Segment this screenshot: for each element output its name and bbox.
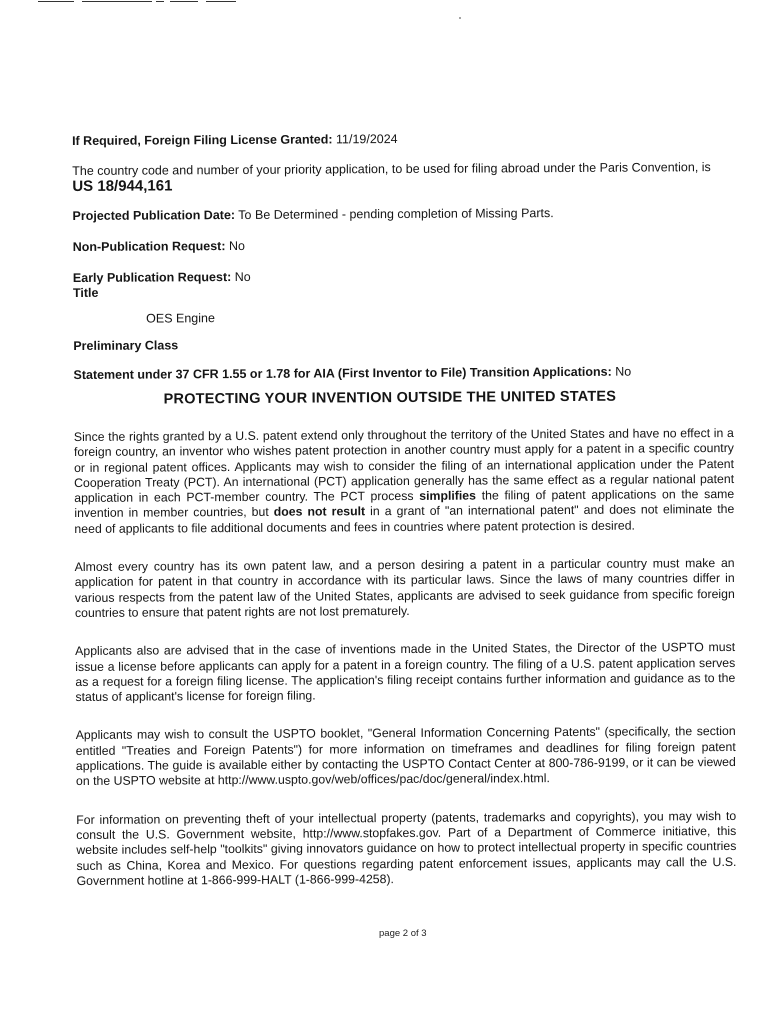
paragraph-pct-text-e: in a grant of "an international patent" and does not eliminate the need of applicants to file additional documents and fees in countries where patent protection is desired. bbox=[74, 502, 735, 536]
non-publication-label: Non-Publication Request: bbox=[72, 239, 226, 254]
paragraph-pct-emphasis-simplifies: simplifies bbox=[419, 488, 477, 504]
non-publication-line bbox=[73, 236, 733, 255]
statement-value: No bbox=[615, 364, 632, 379]
projected-publication-line bbox=[72, 205, 732, 224]
paragraph-country-law: Almost every country has its own patent law, and a person desiring a patent in a particular country must make an application for patent in that country in accordance with its particular laws. Since the laws of many countries differ in various respects from the patent law of the United States, applicants are advised to seek guidance from specific foreign countries to ensure that patent rights are not lost prematurely. bbox=[74, 556, 735, 620]
projected-publication-value: To Be Determined - pending completion of Missing Parts. bbox=[238, 206, 554, 222]
early-publication-label: Early Publication Request: bbox=[72, 270, 232, 285]
paragraph-pct-emphasis-does-not-result: does not result bbox=[273, 504, 366, 520]
paragraph-foreign-license: Applicants also are advised that in the case of inventions made in the United States, the Director of the USPTO must issue a license before applicants can apply for a patent in a foreign country. The filing of a U.S. patent application serves as a request for a foreign filing license. The application's filing receipt contains further information and guidance as to the status of applicant's license for foreign filing. bbox=[75, 640, 736, 705]
foreign-filing-license-label: If Required, Foreign Filing License Granted: bbox=[72, 132, 333, 148]
paragraph-pct-text-a: Since the rights granted by a U.S. patent extend only throughout the territory of the United States and have no effect in a foreign country, an inventor who wishes patent protection in another country must apply for a patent in a specific country or in regional patent offices. Applicants may wish to consider the filing of an international application under the Patent Cooperation Treaty (PCT). An international (PCT) application generally has the same effect as a regular national patent application in each PCT-member country. The PCT process bbox=[73, 425, 735, 506]
scan-mark bbox=[206, 1, 236, 2]
paragraph-uspto-booklet: Applicants may wish to consult the USPTO booklet, "General Information Concerning Patents" (specifically, the section entitled "Treaties and Foreign Patents") for more information on timeframes and deadlines for filing foreign patent applications. The guide is available either by contacting the USPTO Contact Center at 800-786-9199, or it can be viewed on the USPTO website at http://www.uspto.gov/web/offices/pac/doc/general/index.html. bbox=[75, 724, 736, 789]
early-publication-value: No bbox=[234, 269, 251, 285]
priority-application-line bbox=[72, 159, 732, 195]
scan-mark bbox=[82, 1, 152, 2]
title-label: Title bbox=[72, 285, 99, 300]
priority-application-text: The country code and number of your priority application, to be used for filing abroad under the Paris Convention, is bbox=[72, 160, 711, 178]
document-body bbox=[72, 130, 737, 889]
scan-mark bbox=[170, 1, 198, 2]
scan-speck bbox=[459, 17, 461, 19]
preliminary-class-line bbox=[73, 335, 733, 354]
priority-application-number: US 18/944,161 bbox=[72, 177, 173, 195]
non-publication-value: No bbox=[228, 238, 245, 254]
title-value: OES Engine bbox=[146, 311, 215, 326]
scan-mark bbox=[38, 1, 74, 2]
paragraph-pct-text-c: the filing of patent applications on the same invention in member countries, but bbox=[74, 487, 735, 521]
paragraph-ip-theft: For information on preventing theft of your intellectual property (patents, trademarks and copyrights), you may wish to consult the U.S. Government website, http://www.stopfakes.gov. Part of a Department of Commerce initiative, this website includes self-help "toolkits" giving innovators guidance on how to protect intellectual property in specific countries such as China, Korea and Mexico. For questions regarding patent enforcement issues, applicants may call the U.S. Government hotline at 1-866-999-HALT (1-866-999-4258). bbox=[76, 808, 737, 888]
scan-mark bbox=[156, 1, 164, 2]
projected-publication-label: Projected Publication Date: bbox=[72, 208, 236, 223]
statement-label: Statement under 37 CFR 1.55 or 1.78 for AIA (First Inventor to File) Transition Applications: bbox=[73, 364, 612, 382]
statement-line bbox=[73, 364, 733, 383]
preliminary-class-label: Preliminary Class bbox=[73, 338, 179, 353]
foreign-filing-license-line bbox=[72, 130, 732, 149]
paragraph-pct bbox=[74, 426, 735, 537]
section-heading: PROTECTING YOUR INVENTION OUTSIDE THE UNITED STATES bbox=[163, 388, 617, 408]
foreign-filing-license-date: 11/19/2024 bbox=[335, 132, 398, 147]
page-number: page 2 of 3 bbox=[379, 928, 427, 939]
